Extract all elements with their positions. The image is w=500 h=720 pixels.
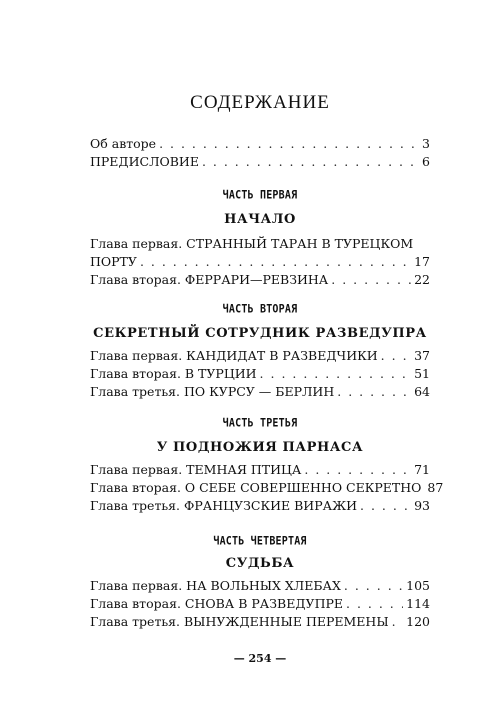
toc-entry[interactable] bbox=[90, 462, 430, 478]
toc-entry[interactable] bbox=[90, 614, 430, 630]
toc-entry-title: Глава вторая. В ТУРЦИИ bbox=[90, 366, 257, 381]
leader-dots bbox=[392, 614, 404, 630]
leader-dots bbox=[337, 384, 411, 400]
toc-entry-page: 6 bbox=[422, 154, 430, 169]
part-label: ЧАСТЬ ТРЕТЬЯ bbox=[222, 417, 298, 430]
toc-entry-title: Глава третья. ПО КУРСУ — БЕРЛИН bbox=[90, 384, 335, 399]
leader-dots bbox=[346, 596, 403, 612]
part-title: У ПОДНОЖИЯ ПАРНАСА bbox=[156, 440, 364, 455]
toc-entry-title: Об авторе bbox=[90, 136, 157, 151]
leader-dots bbox=[159, 136, 419, 152]
leader-dots bbox=[304, 462, 411, 478]
toc-entry-title: Глава первая. КАНДИДАТ В РАЗВЕДЧИКИ bbox=[90, 348, 378, 363]
toc-entry-page: 37 bbox=[414, 348, 430, 363]
toc-entry-title: Глава вторая. О СЕБЕ СОВЕРШЕННО СЕКРЕТНО bbox=[90, 480, 422, 495]
toc-entry-page: 114 bbox=[406, 596, 430, 611]
toc-entry-page: 22 bbox=[414, 272, 430, 287]
leader-dots bbox=[344, 578, 403, 594]
part-title: НАЧАЛО bbox=[224, 212, 296, 227]
toc-entry[interactable] bbox=[90, 254, 430, 270]
leader-dots bbox=[202, 154, 419, 170]
toc-entry-title: Глава первая. ТЕМНАЯ ПТИЦА bbox=[90, 462, 302, 477]
toc-entry-page: 17 bbox=[414, 254, 430, 269]
toc-entry-page: 3 bbox=[422, 136, 430, 151]
toc-entry-page: 51 bbox=[414, 366, 430, 381]
leader-dots bbox=[360, 498, 411, 514]
toc-entry-title-line1[interactable]: Глава первая. СТРАННЫЙ ТАРАН В ТУРЕЦКОМ bbox=[90, 236, 414, 251]
part-title: СЕКРЕТНЫЙ СОТРУДНИК РАЗВЕДУПРА bbox=[93, 326, 427, 341]
toc-entry[interactable] bbox=[90, 366, 430, 382]
toc-entry-foreword[interactable] bbox=[90, 154, 430, 170]
toc-entry-title: Глава первая. НА ВОЛЬНЫХ ХЛЕБАХ bbox=[90, 578, 341, 593]
toc-entry[interactable] bbox=[90, 272, 430, 288]
part-title: СУДЬБА bbox=[225, 556, 295, 571]
page-number: — 254 — bbox=[233, 652, 287, 665]
part-label: ЧАСТЬ ЧЕТВЕРТАЯ bbox=[213, 535, 307, 548]
leader-dots bbox=[140, 254, 411, 270]
toc-entry-title: Глава третья. ВЫНУЖДЕННЫЕ ПЕРЕМЕНЫ bbox=[90, 614, 389, 629]
toc-entry-title: ПОРТУ bbox=[90, 254, 137, 269]
part-label: ЧАСТЬ ПЕРВАЯ bbox=[222, 189, 298, 202]
toc-entry-page: 93 bbox=[414, 498, 430, 513]
toc-entry-title: Глава вторая. СНОВА В РАЗВЕДУПРЕ bbox=[90, 596, 344, 611]
toc-entry-page: 120 bbox=[406, 614, 430, 629]
toc-entry[interactable] bbox=[90, 384, 430, 400]
toc-entry[interactable] bbox=[90, 498, 430, 514]
toc-entry-about-author[interactable] bbox=[90, 136, 430, 152]
toc-entry-page: 71 bbox=[414, 462, 430, 477]
part-label: ЧАСТЬ ВТОРАЯ bbox=[222, 303, 298, 316]
toc-entry-title: Глава вторая. ФЕРРАРИ—РЕВЗИНА bbox=[90, 272, 329, 287]
toc-entry-page: 64 bbox=[414, 384, 430, 399]
toc-entry-title: Глава третья. ФРАНЦУЗСКИЕ ВИРАЖИ bbox=[90, 498, 358, 513]
page-title: СОДЕРЖАНИЕ bbox=[190, 92, 330, 113]
toc-entry-page: 87 bbox=[427, 480, 444, 495]
toc-entry[interactable] bbox=[90, 480, 444, 496]
leader-dots bbox=[331, 272, 411, 288]
toc-entry[interactable] bbox=[90, 596, 430, 612]
leader-dots bbox=[381, 348, 411, 364]
toc-entry[interactable] bbox=[90, 578, 430, 594]
toc-entry-page: 105 bbox=[406, 578, 430, 593]
toc-entry[interactable] bbox=[90, 348, 430, 364]
leader-dots bbox=[260, 366, 412, 382]
toc-entry-title: ПРЕДИСЛОВИЕ bbox=[90, 154, 199, 169]
